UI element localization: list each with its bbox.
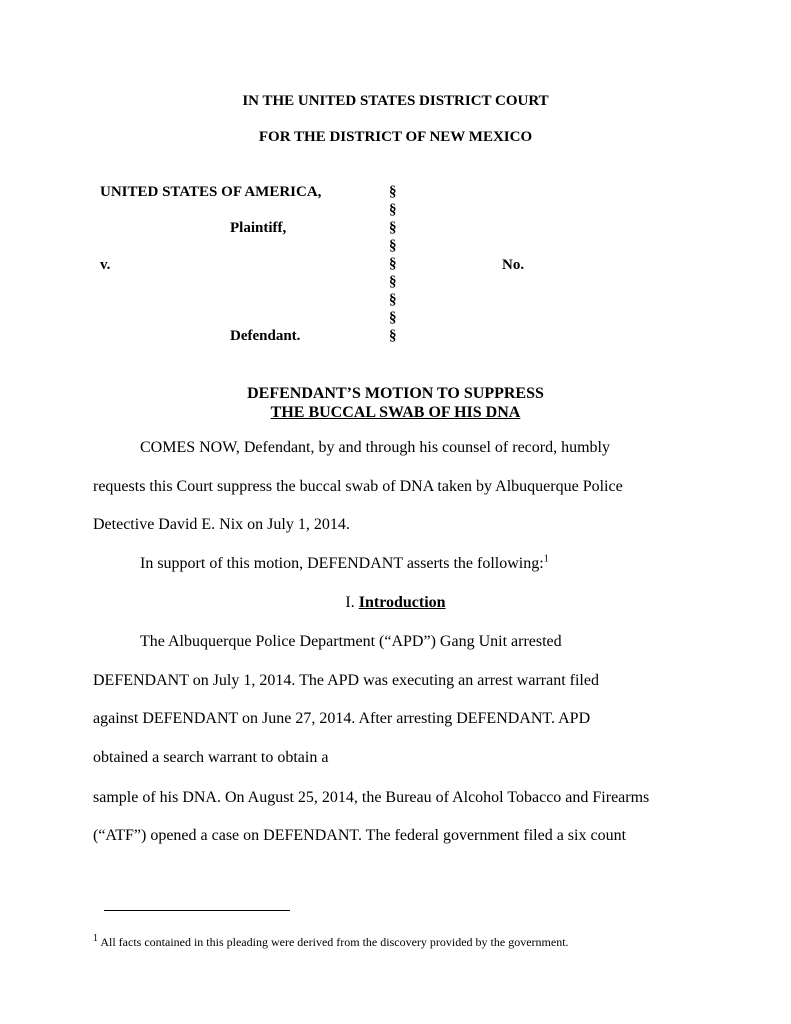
footnote — [93, 935, 569, 950]
section-mark: § — [389, 310, 397, 326]
defendant-role: Defendant. — [230, 328, 301, 344]
body-paragraph3-line2: DEFENDANT on July 1, 2014. The APD was executing an arrest warrant filed — [93, 672, 599, 689]
section-mark: § — [389, 202, 397, 218]
plaintiff-name: UNITED STATES OF AMERICA, — [100, 184, 322, 200]
section-mark: § — [389, 184, 397, 200]
section-heading — [0, 594, 791, 612]
body-paragraph3-line1: The Albuquerque Police Department (“APD”) Gang Unit arrested — [140, 633, 562, 650]
section-mark-column — [389, 185, 397, 344]
motion-title-line2: THE BUCCAL SWAB OF HIS DNA — [270, 404, 521, 421]
section-mark: § — [389, 292, 397, 308]
section-mark: § — [389, 328, 397, 344]
footnote-reference: 1 — [543, 553, 549, 565]
section-mark: § — [389, 274, 397, 290]
body-paragraph2 — [140, 555, 549, 573]
motion-title-line2-wrap — [0, 404, 791, 422]
section-mark: § — [389, 238, 397, 254]
case-number-label: No. — [502, 257, 525, 273]
section-mark: § — [389, 220, 397, 236]
versus-label: v. — [100, 257, 111, 273]
body-paragraph1-line3: Detective David E. Nix on July 1, 2014. — [93, 516, 350, 533]
body-paragraph1-line1: COMES NOW, Defendant, by and through his counsel of record, humbly — [140, 439, 610, 456]
motion-title-line1: DEFENDANT’S MOTION TO SUPPRESS — [247, 385, 544, 402]
footnote-number: 1 — [93, 933, 98, 944]
section-mark: § — [389, 256, 397, 272]
footnote-separator — [104, 910, 290, 911]
body-paragraph1-line2: requests this Court suppress the buccal swab of DNA taken by Albuquerque Police — [93, 478, 623, 495]
plaintiff-role: Plaintiff, — [230, 220, 287, 236]
body-paragraph3-line5: sample of his DNA. On August 25, 2014, the Bureau of Alcohol Tobacco and Firearms — [93, 789, 650, 806]
body-paragraph3-line6: (“ATF”) opened a case on DEFENDANT. The federal government filed a six count — [93, 827, 627, 844]
section-number: I. — [345, 594, 355, 611]
section-title: Introduction — [358, 594, 446, 611]
footnote-text: All facts contained in this pleading were derived from the discovery provided by the government. — [100, 935, 569, 949]
body-paragraph3-line4: obtained a search warrant to obtain a — [93, 749, 329, 766]
body-paragraph3-line3: against DEFENDANT on June 27, 2014. After arresting DEFENDANT. APD — [93, 710, 591, 727]
paragraph2-text: In support of this motion, DEFENDANT asserts the following: — [140, 555, 544, 572]
court-name: IN THE UNITED STATES DISTRICT COURT — [242, 93, 549, 109]
court-district: FOR THE DISTRICT OF NEW MEXICO — [258, 129, 533, 145]
